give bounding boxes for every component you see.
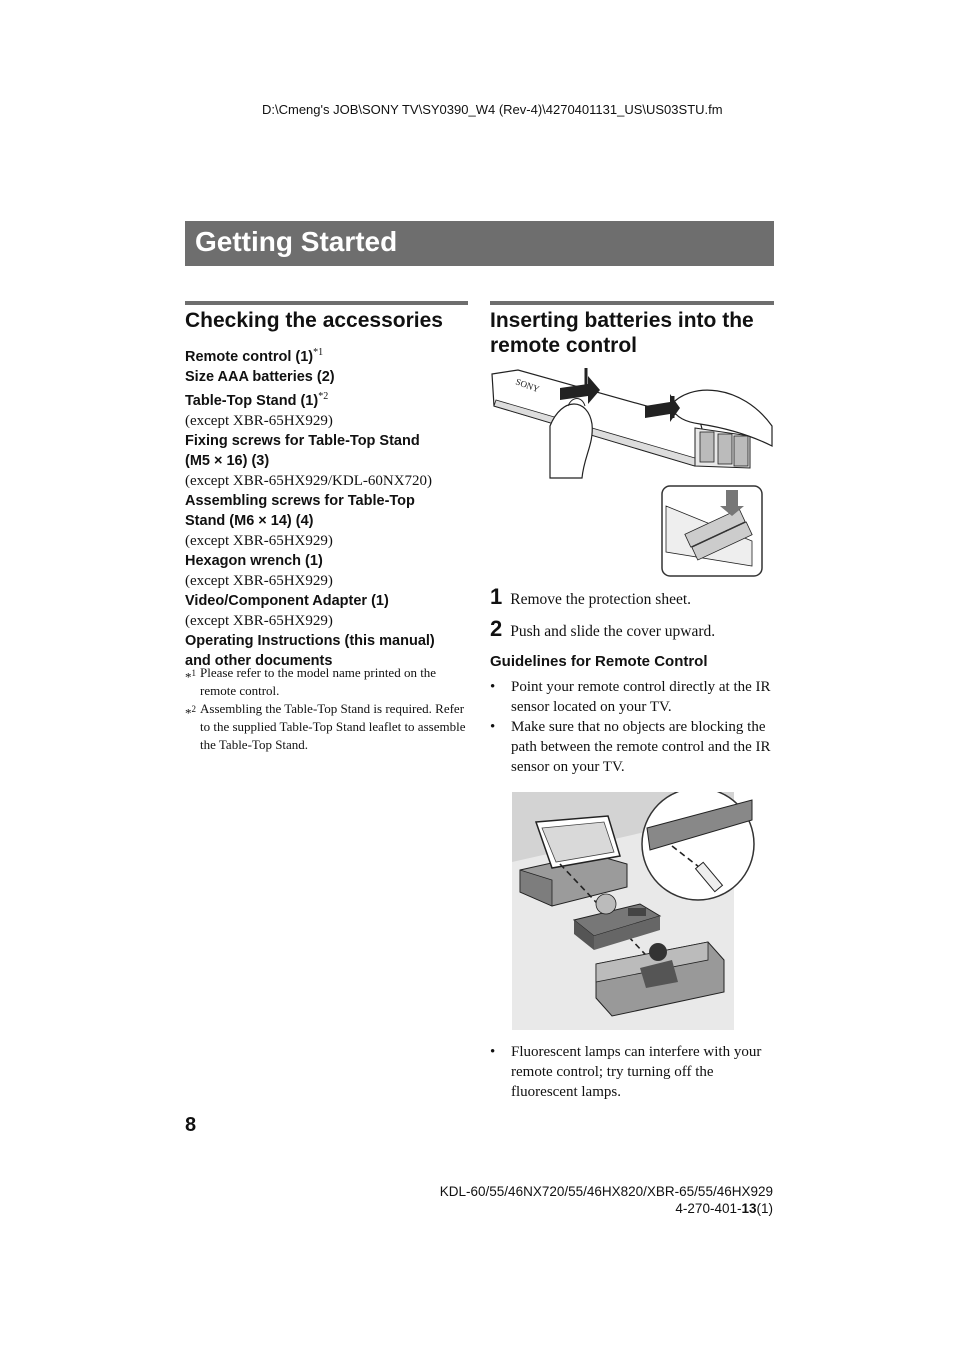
accessory-item: Table-Top Stand $(1)^{*2}$ (185, 390, 329, 409)
step-2: 2 Push and slide the cover upward. (490, 616, 716, 641)
section-banner (185, 221, 774, 266)
tv-room-illustration (512, 792, 756, 1030)
accessory-exception: (except XBR-65HX929/KDL-60NX720) (185, 472, 433, 489)
accessory-item: Hexagon wrench (1) (185, 552, 323, 569)
accessory-item: Operating Instructions (this manual) (185, 632, 435, 649)
accessory-item: Remote control $(1)^{*1}$ (185, 347, 324, 365)
footnotes (185, 664, 470, 754)
heading-rule-left (185, 301, 468, 305)
guideline-item: • Point your remote control directly at the IR sensor located on your TV. (490, 679, 771, 715)
accessory-item: Fixing screws for Table-Top Stand (185, 432, 420, 449)
file-path-header: D:\Cmeng's JOB\SONY TV\SY0390_W4 (Rev-4)\4270401131_US\US03STU.fm (262, 102, 723, 117)
accessory-item: Assembling screws for Table-Top (185, 492, 415, 509)
svg-text:SONY: SONY (514, 376, 541, 395)
fluorescent-note (490, 1042, 775, 1102)
step-1: 1 Remove the protection sheet. (490, 584, 692, 609)
accessories-list (185, 343, 470, 671)
accessories-heading: Checking the accessories (185, 309, 443, 332)
accessory-item: Size AAA batteries (2) (185, 368, 335, 385)
page-number: 8 (185, 1114, 197, 1136)
footer-model-info (440, 1183, 773, 1217)
section-title: Getting Started (195, 226, 398, 257)
accessory-item: Stand (M6 × 14) (4) (185, 512, 314, 529)
footer-code: 4-270-401-13(1) (675, 1201, 773, 1216)
heading-rule-right (490, 301, 774, 305)
accessory-exception: (except XBR-65HX929) (185, 412, 333, 429)
accessory-exception: (except XBR-65HX929) (185, 572, 333, 589)
accessory-exception: (except XBR-65HX929) (185, 532, 333, 549)
footer-models: KDL-60/55/46NX720/55/46HX820/XBR-65/55/46HX929 (439, 1184, 773, 1199)
guideline-item: • Fluorescent lamps can interfere with your remote control; try turning off the fluorescent lamps. (490, 1044, 762, 1100)
footnote: *$^1$ Please refer to the model name printed on the remote control. (185, 665, 437, 698)
accessory-item: Video/Component Adapter (1) (185, 592, 389, 609)
guidelines-list (490, 677, 775, 777)
accessory-item: (M5 × 16) (3) (185, 452, 270, 469)
guidelines-heading: Guidelines for Remote Control (490, 653, 708, 670)
footnote: *$^2$ Assembling the Table-Top Stand is required. Refer to the supplied Table-Top Stand leaflet to assemble the Table-Top Stand. (185, 701, 466, 752)
guideline-item: • Make sure that no objects are blocking the path between the remote control and the IR sensor on your TV. (490, 719, 771, 775)
accessory-exception: (except XBR-65HX929) (185, 612, 333, 629)
battery-insertion-illustration (490, 366, 774, 578)
batteries-heading: Inserting batteries into the remote control (490, 309, 754, 357)
accessory-item: and other documents (185, 652, 333, 669)
